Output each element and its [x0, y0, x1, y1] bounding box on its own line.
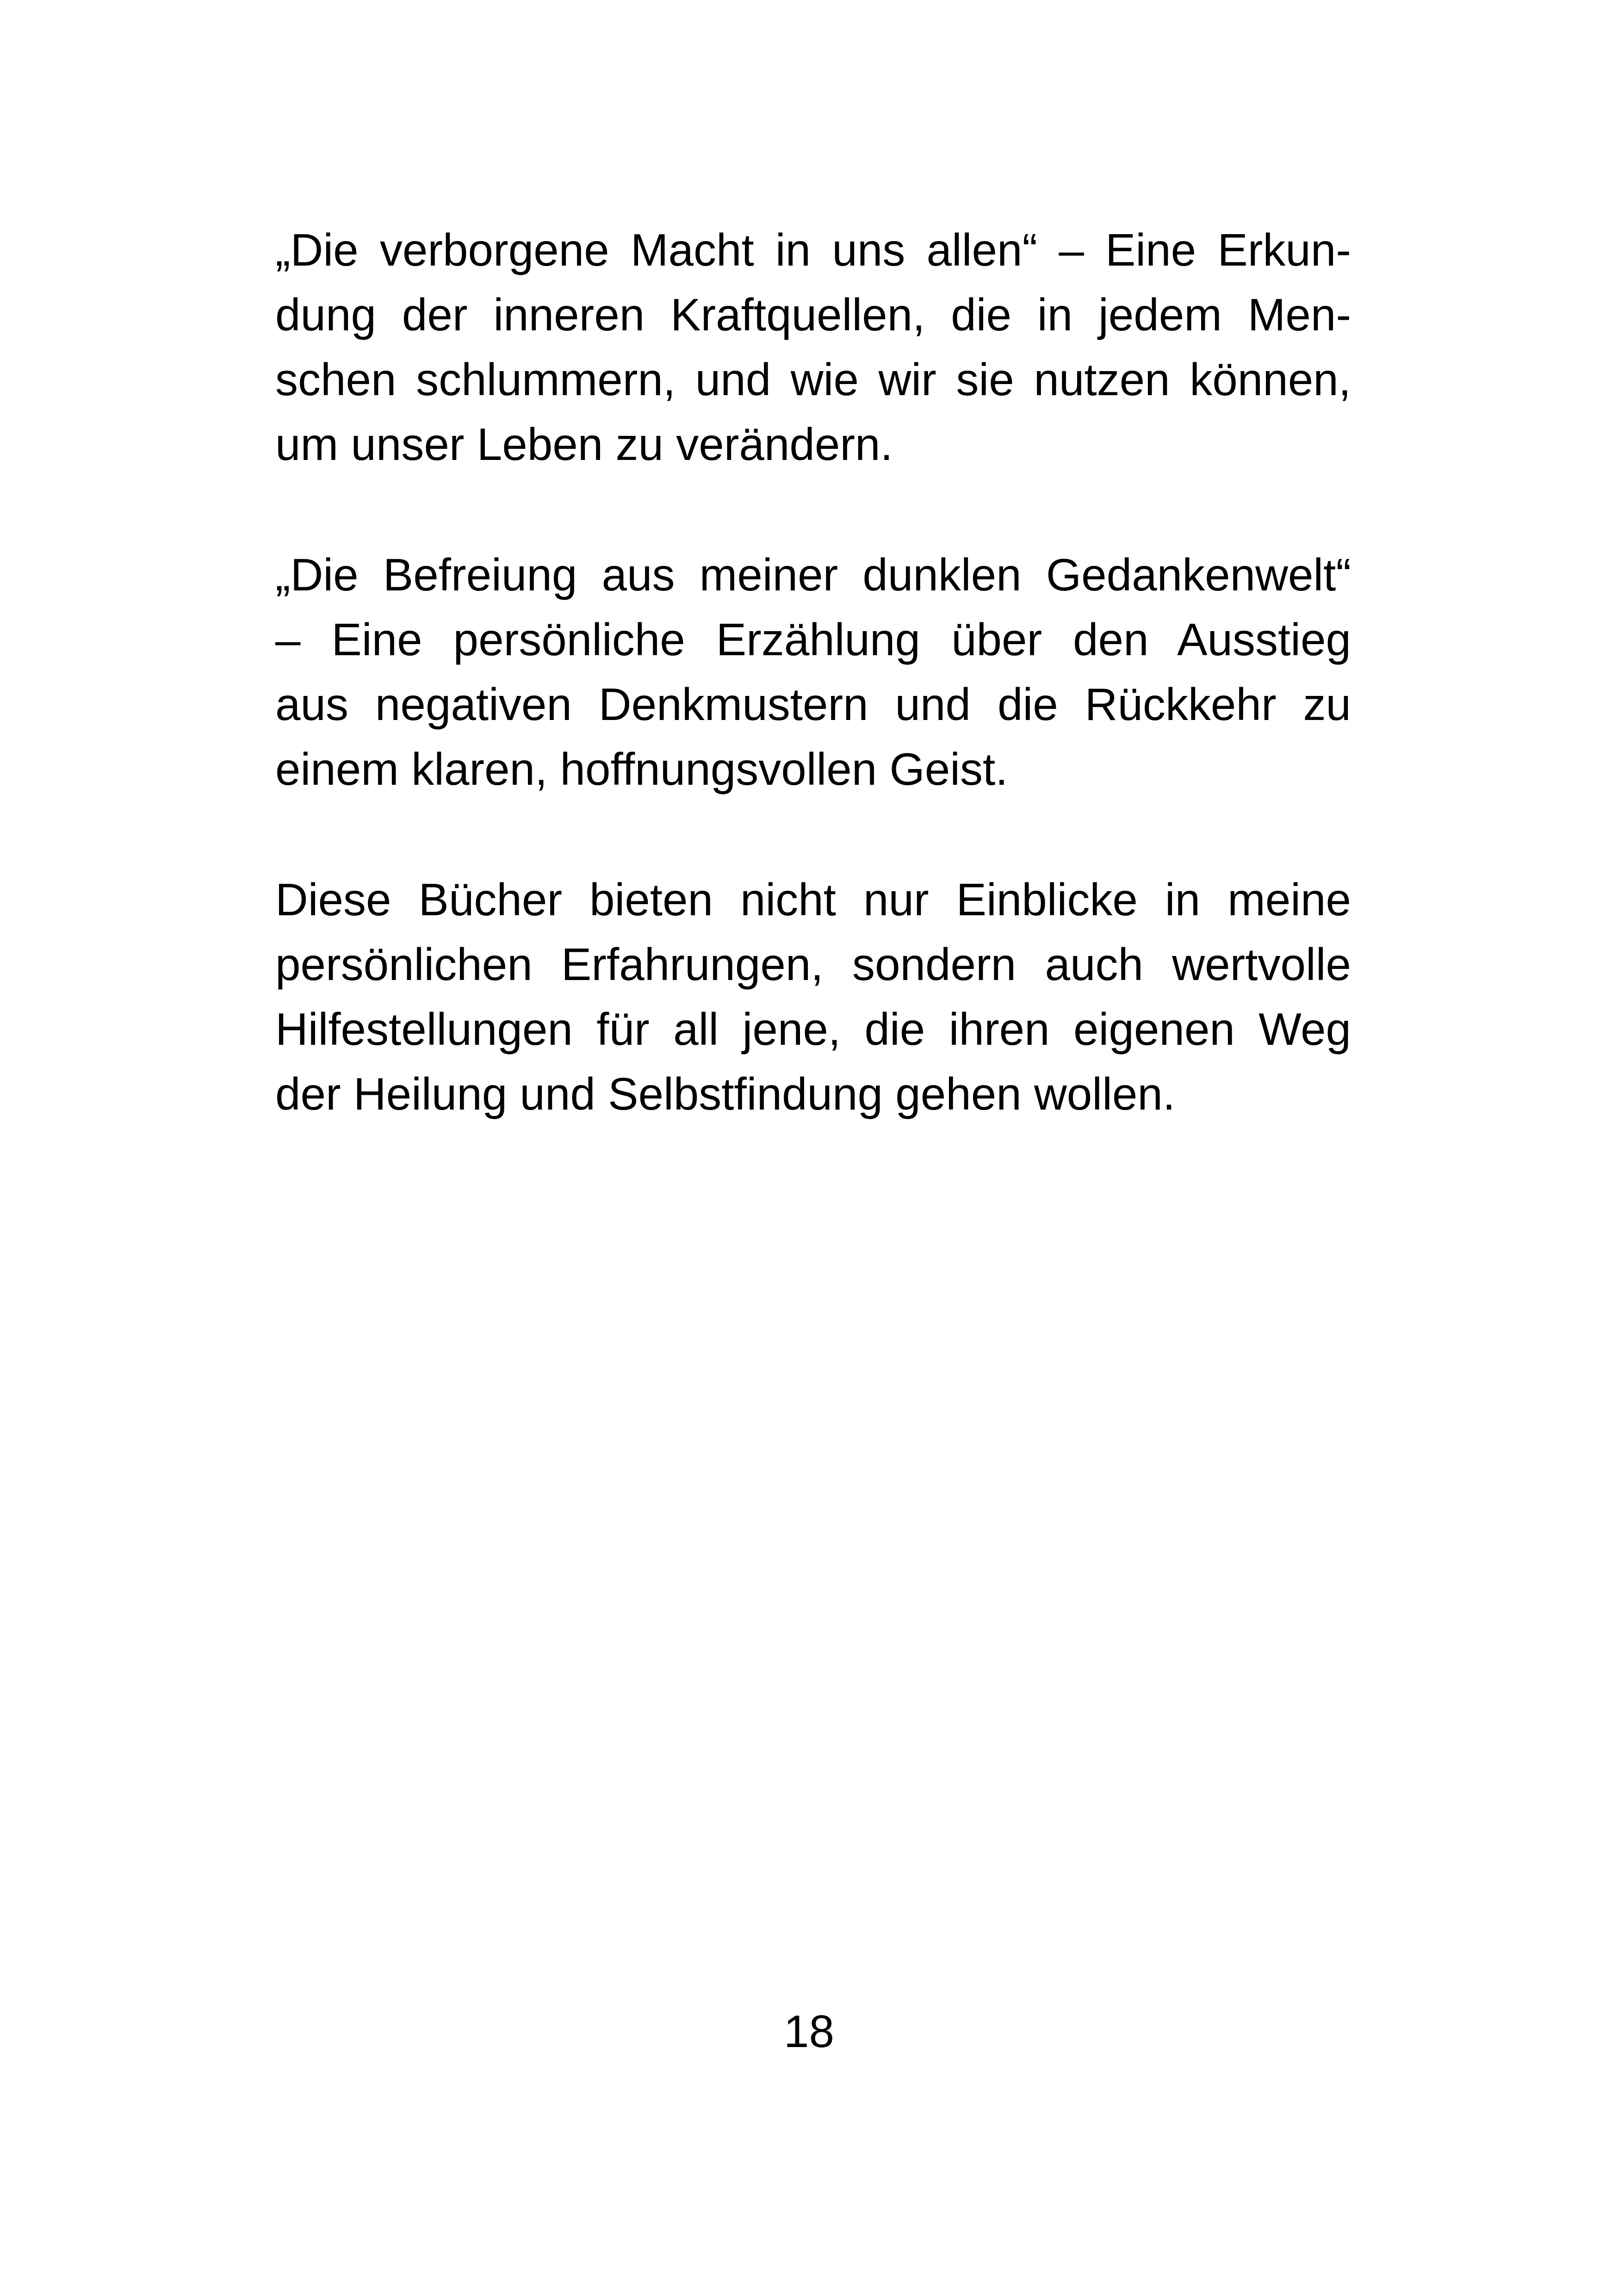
text-line: persönlichen Erfahrungen, sondern auch wertvolle — [275, 939, 1351, 990]
text-line: „Die verborgene Macht in uns allen“ – Eine Erkun- — [275, 224, 1351, 275]
page-body — [275, 217, 1351, 1192]
text-line: um unser Leben zu verändern. — [275, 419, 893, 470]
page-number: 18 — [783, 2006, 834, 2057]
text-line: – Eine persönliche Erzählung über den Ausstieg — [275, 614, 1351, 665]
text-line: dung der inneren Kraftquellen, die in jedem Men- — [275, 289, 1351, 340]
text-line: „Die Befreiung aus meiner dunklen Gedankenwelt“ — [275, 549, 1351, 600]
text-line: einem klaren, hoffnungsvollen Geist. — [275, 744, 1008, 794]
text-line: Hilfestellungen für all jene, die ihren eigenen Weg — [275, 1004, 1351, 1055]
paragraph-book-1 — [275, 217, 1351, 477]
paragraph-book-2 — [275, 542, 1351, 801]
text-line: aus negativen Denkmustern und die Rückkehr zu — [275, 679, 1351, 730]
paragraph-summary — [275, 867, 1351, 1126]
text-line: Diese Bücher bieten nicht nur Einblicke in meine — [275, 874, 1351, 925]
text-line: der Heilung und Selbstfindung gehen wollen. — [275, 1068, 1176, 1119]
text-line: schen schlummern, und wie wir sie nutzen können, — [275, 354, 1351, 405]
